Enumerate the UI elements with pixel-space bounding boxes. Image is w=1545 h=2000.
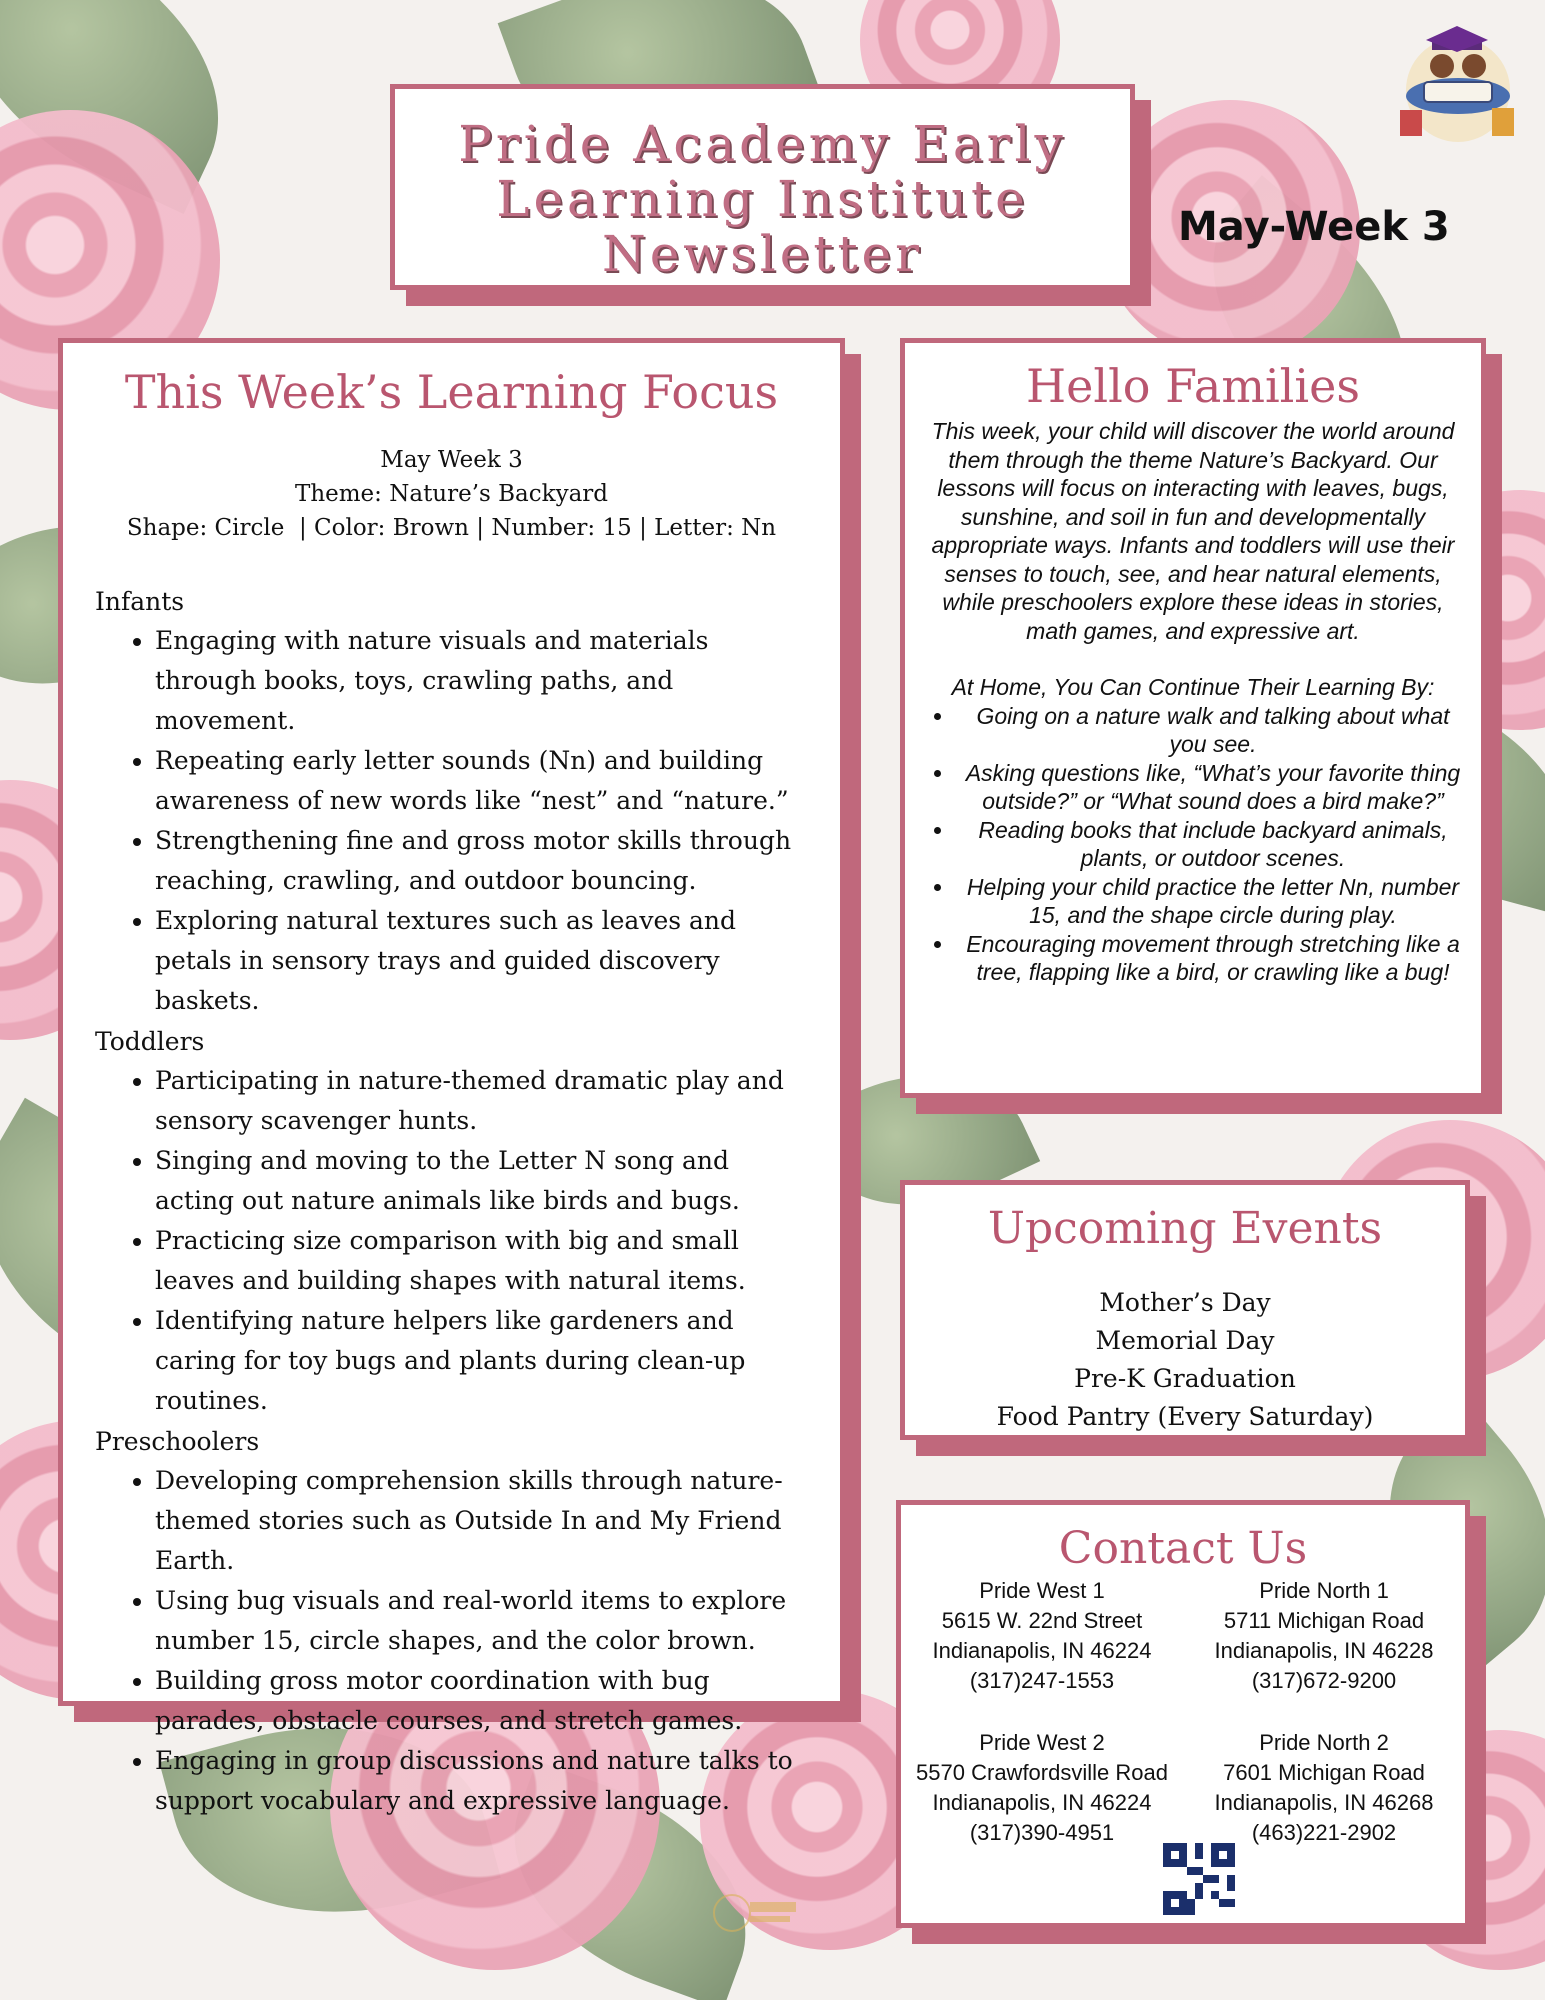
title-line-1: Pride Academy Early xyxy=(458,115,1067,173)
toddlers-list xyxy=(95,1061,808,1421)
contact-heading: Contact Us xyxy=(1058,1523,1308,1574)
judah-watermark-logo xyxy=(710,1888,800,1938)
pride-academy-logo xyxy=(1388,18,1526,156)
focus-theme: Theme: Nature’s Backyard xyxy=(294,481,609,507)
list-item: • Building gross motor coordination with bug parades, obstacle courses, and stretch games. xyxy=(155,1661,808,1741)
location-card xyxy=(901,1728,1183,1848)
location-city: Indianapolis, IN 46224 xyxy=(932,1638,1152,1663)
list-item: • Engaging with nature visuals and materials through books, toys, crawling paths, and movement. xyxy=(155,621,808,741)
contact-locations xyxy=(901,1576,1465,1848)
title-line-3: Newsletter xyxy=(601,225,924,283)
hello-text xyxy=(905,417,1481,987)
location-card xyxy=(1183,1728,1465,1848)
group-title-infants: Infants xyxy=(95,587,185,616)
location-phone: (317)247-1553 xyxy=(969,1668,1115,1693)
event-item: Mother’s Day xyxy=(1099,1288,1271,1317)
list-item: • Encouraging movement through stretching like a tree, flapping like a bird, or crawling like a bug! xyxy=(955,930,1471,987)
list-item: • Going on a nature walk and talking about what you see. xyxy=(955,702,1471,759)
list-item: • Participating in nature-themed dramatic play and sensory scavenger hunts. xyxy=(155,1061,808,1141)
group-title-toddlers: Toddlers xyxy=(95,1027,205,1056)
event-item: Pre-K Graduation xyxy=(1074,1364,1296,1393)
learning-focus-heading: This Week’s Learning Focus xyxy=(124,365,779,419)
event-item: Memorial Day xyxy=(1095,1326,1275,1355)
list-item: • Reading books that include backyard animals, plants, or outdoor scenes. xyxy=(955,816,1471,873)
list-item: • Using bug visuals and real-world items to explore number 15, circle shapes, and the color brown. xyxy=(155,1581,808,1661)
list-item: • Helping your child practice the letter Nn, number 15, and the shape circle during play. xyxy=(955,873,1471,930)
events-heading: Upcoming Events xyxy=(987,1203,1383,1254)
location-name: Pride North 2 xyxy=(1259,1730,1389,1755)
list-item: • Asking questions like, “What’s your favorite thing outside?” or “What sound does a bird make?” xyxy=(955,759,1471,816)
title-line-2: Learning Institute xyxy=(496,170,1029,228)
location-street: 5615 W. 22nd Street xyxy=(941,1608,1143,1633)
list-item: • Identifying nature helpers like gardeners and caring for toy bugs and plants during clean-up routines. xyxy=(155,1301,808,1421)
list-item: • Engaging in group discussions and nature talks to support vocabulary and expressive language. xyxy=(155,1741,808,1821)
location-street: 5711 Michigan Road xyxy=(1223,1608,1425,1633)
contact-panel xyxy=(896,1500,1470,1928)
event-item: Food Pantry (Every Saturday) xyxy=(996,1402,1374,1431)
location-card xyxy=(1183,1576,1465,1696)
location-name: Pride West 1 xyxy=(979,1578,1105,1603)
events-list xyxy=(905,1284,1465,1436)
location-city: Indianapolis, IN 46268 xyxy=(1214,1790,1434,1815)
list-item: • Developing comprehension skills through nature-themed stories such as Outside In and My Friend Earth. xyxy=(155,1461,808,1581)
location-phone: (317)672-9200 xyxy=(1251,1668,1397,1693)
group-title-preschoolers: Preschoolers xyxy=(95,1427,260,1456)
focus-meta xyxy=(63,443,840,545)
home-intro: At Home, You Can Continue Their Learning By: xyxy=(951,674,1435,700)
list-item: • Practicing size comparison with big and small leaves and building shapes with natural items. xyxy=(155,1221,808,1301)
week-label: May-Week 3 xyxy=(1178,204,1450,250)
qr-code-icon[interactable] xyxy=(1163,1843,1235,1915)
focus-week: May Week 3 xyxy=(380,447,523,473)
location-phone: (463)221-2902 xyxy=(1251,1820,1397,1845)
hello-heading: Hello Families xyxy=(1026,359,1360,413)
list-item: • Exploring natural textures such as leaves and petals in sensory trays and guided discovery baskets. xyxy=(155,901,808,1021)
location-name: Pride West 2 xyxy=(979,1730,1105,1755)
list-item: • Singing and moving to the Letter N song and acting out nature animals like birds and bugs. xyxy=(155,1141,808,1221)
location-card xyxy=(901,1576,1183,1696)
infants-list xyxy=(95,621,808,1021)
location-city: Indianapolis, IN 46224 xyxy=(932,1790,1152,1815)
newsletter-title xyxy=(395,89,1130,282)
location-city: Indianapolis, IN 46228 xyxy=(1214,1638,1434,1663)
hello-intro: This week, your child will discover the world around them through the theme Nature’s Backyard. Our lessons will focus on interacting with leaves, bugs, sunshine, and soil in fun and developmentally appropriate ways. Infants and toddlers will use their senses to touch, see, and hear natural elements, while preschoolers explore these ideas in stories, math games, and expressive art. xyxy=(931,418,1455,644)
location-phone: (317)390-4951 xyxy=(969,1820,1115,1845)
location-street: 7601 Michigan Road xyxy=(1223,1760,1425,1785)
learning-focus-panel xyxy=(58,338,845,1815)
hello-families-panel xyxy=(900,338,1486,1098)
location-street: 5570 Crawfordsville Road xyxy=(916,1760,1168,1785)
home-activities-list xyxy=(915,702,1471,987)
upcoming-events-panel xyxy=(900,1180,1470,1440)
newsletter-title-box xyxy=(390,84,1135,290)
location-name: Pride North 1 xyxy=(1259,1578,1389,1603)
focus-groups xyxy=(63,583,840,1821)
focus-details: Shape: Circle | Color: Brown | Number: 15 | Letter: Nn xyxy=(126,515,777,541)
list-item: • Strengthening fine and gross motor skills through reaching, crawling, and outdoor bouncing. xyxy=(155,821,808,901)
preschoolers-list xyxy=(95,1461,808,1821)
list-item: • Repeating early letter sounds (Nn) and building awareness of new words like “nest” and “nature.” xyxy=(155,741,808,821)
